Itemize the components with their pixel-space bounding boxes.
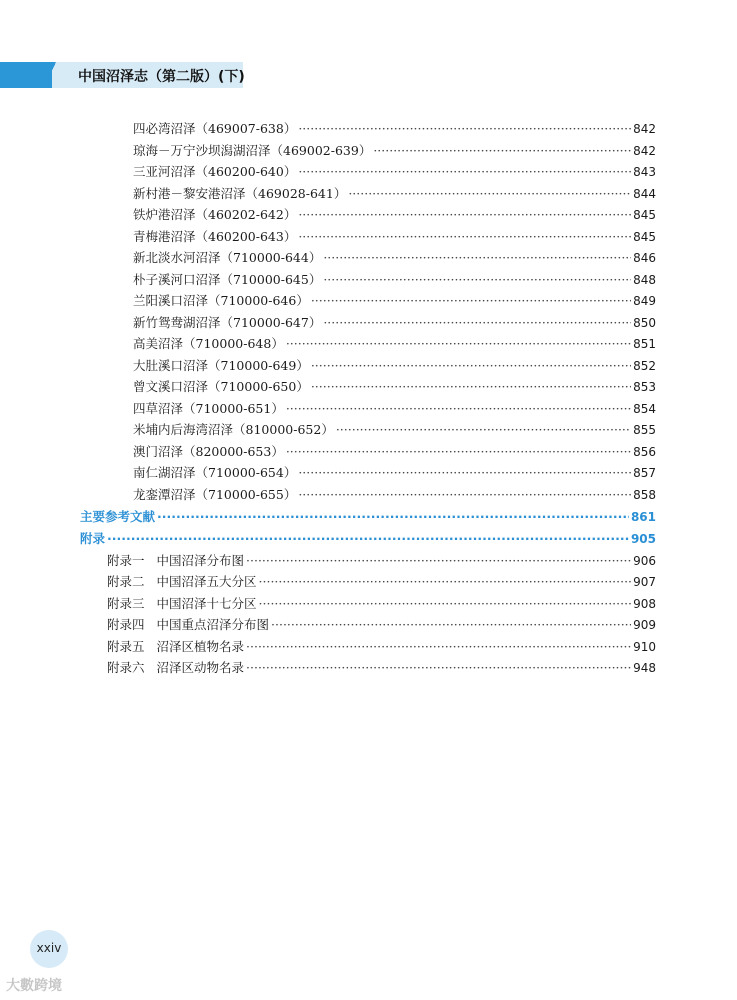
toc-entry[interactable] xyxy=(133,487,656,503)
entry-page: 854 xyxy=(633,401,656,416)
entry-page: 843 xyxy=(633,165,656,179)
appendix-page: 907 xyxy=(633,575,656,589)
entry-label: 新北淡水河沼泽 xyxy=(133,250,221,265)
dot-leader xyxy=(298,121,631,137)
dot-leader xyxy=(246,660,631,676)
appendix-page: 908 xyxy=(633,596,656,611)
entry-page: 850 xyxy=(633,315,656,330)
watermark-logo: 大數跨境 xyxy=(6,978,62,994)
entry-code: （469002-639） xyxy=(270,142,372,158)
appendix-page: 909 xyxy=(633,618,656,632)
entry-code: （469007-638） xyxy=(195,121,297,136)
entry-code: （710000-648） xyxy=(183,336,284,351)
toc-entry[interactable] xyxy=(133,272,656,288)
appendix-name: 中国重点沼泽分布图 xyxy=(156,617,270,632)
entry-code: （460200-640） xyxy=(195,164,297,179)
entry-code: （710000-654） xyxy=(195,465,297,480)
dot-leader xyxy=(286,444,631,460)
dot-leader xyxy=(298,164,631,180)
entry-code: （710000-646） xyxy=(208,293,309,308)
toc-entry[interactable] xyxy=(133,121,656,137)
entry-label: 兰阳溪口沼泽 xyxy=(133,293,209,308)
toc-appendix-entry[interactable] xyxy=(107,553,656,569)
entry-page: 853 xyxy=(633,380,656,394)
dot-leader xyxy=(298,465,631,481)
appendix-page: 948 xyxy=(633,661,656,675)
entry-label: 米埔内后海湾沼泽 xyxy=(133,422,234,437)
dot-leader xyxy=(298,207,631,223)
toc-entry[interactable] xyxy=(133,250,656,266)
toc-appendix-entry[interactable] xyxy=(107,596,656,612)
entry-code: （460202-642） xyxy=(195,207,297,222)
entry-label: 南仁湖沼泽 xyxy=(133,465,196,480)
toc-entry[interactable] xyxy=(133,293,656,309)
entry-page: 845 xyxy=(633,208,656,222)
dot-leader xyxy=(107,531,629,547)
dot-leader xyxy=(373,143,631,159)
toc-entry[interactable] xyxy=(133,229,656,245)
entry-page: 845 xyxy=(633,229,656,244)
page-number: xxiv xyxy=(36,941,62,955)
entry-code: （710000-645） xyxy=(220,271,322,287)
dot-leader xyxy=(298,487,631,503)
appendix-label: 附录三 xyxy=(107,595,145,611)
toc-entry[interactable] xyxy=(133,465,656,481)
toc-appendix-entry[interactable] xyxy=(107,660,656,676)
entry-code: （710000-649） xyxy=(208,357,309,373)
dot-leader xyxy=(286,336,631,352)
references-page: 861 xyxy=(630,510,656,524)
entry-code: （460200-643） xyxy=(195,228,297,244)
dot-leader xyxy=(259,574,632,590)
toc-entry[interactable] xyxy=(133,401,656,417)
appendix-label: 附录四 xyxy=(107,617,145,632)
entry-label: 高美沼泽 xyxy=(133,336,184,351)
entry-code: （710000-647） xyxy=(220,314,322,330)
entry-code: （710000-650） xyxy=(208,379,309,394)
entry-label: 大肚溪口沼泽 xyxy=(133,357,209,373)
entry-page: 842 xyxy=(633,122,656,136)
entry-label: 琼海－万宁沙坝潟湖沼泽 xyxy=(133,142,271,158)
appendix-heading-page: 905 xyxy=(630,531,656,546)
entry-page: 849 xyxy=(633,294,656,308)
toc-entry[interactable] xyxy=(133,379,656,395)
toc-entry[interactable] xyxy=(133,358,656,374)
entry-page: 846 xyxy=(633,251,656,265)
toc-entry[interactable] xyxy=(133,186,656,202)
appendix-name: 中国沼泽十七分区 xyxy=(156,595,257,611)
entry-code: （710000-651） xyxy=(183,400,284,416)
entry-page: 848 xyxy=(633,272,656,287)
dot-leader xyxy=(323,272,631,288)
entry-page: 844 xyxy=(633,186,656,201)
references-label: 主要参考文献 xyxy=(80,509,156,524)
toc-appendix-entry[interactable] xyxy=(107,574,656,590)
entry-code: （820000-653） xyxy=(183,443,284,459)
header-accent xyxy=(30,62,70,88)
dot-leader xyxy=(323,250,631,266)
dot-leader xyxy=(286,401,631,417)
dot-leader xyxy=(311,379,631,395)
book-title: 中国沼泽志（第二版）(下) xyxy=(78,69,245,85)
appendix-heading-label: 附录 xyxy=(80,530,106,546)
entry-label: 澳门沼泽 xyxy=(133,443,184,459)
appendix-name: 中国沼泽五大分区 xyxy=(156,574,257,589)
entry-code: （469028-641） xyxy=(245,185,347,201)
dot-leader xyxy=(271,617,631,633)
entry-label: 铁炉港沼泽 xyxy=(133,207,196,222)
toc-entry[interactable] xyxy=(133,336,656,352)
dot-leader xyxy=(259,596,632,612)
entry-code: （810000-652） xyxy=(233,422,334,437)
dot-leader xyxy=(246,553,631,569)
toc-entry[interactable] xyxy=(133,315,656,331)
dot-leader xyxy=(298,229,631,245)
toc-appendix-heading[interactable] xyxy=(80,531,656,547)
entry-page: 851 xyxy=(633,337,656,351)
entry-label: 朴子溪河口沼泽 xyxy=(133,271,221,287)
entry-page: 852 xyxy=(633,358,656,373)
dot-leader xyxy=(323,315,631,331)
entry-label: 青梅港沼泽 xyxy=(133,228,196,244)
entry-label: 三亚河沼泽 xyxy=(133,164,196,179)
toc-entry[interactable] xyxy=(133,143,656,159)
entry-label: 曾文溪口沼泽 xyxy=(133,379,209,394)
appendix-label: 附录二 xyxy=(107,574,145,589)
toc-entry[interactable] xyxy=(133,207,656,223)
appendix-page: 910 xyxy=(633,639,656,654)
appendix-page: 906 xyxy=(633,553,656,568)
dot-leader xyxy=(348,186,631,202)
toc-appendix-entry[interactable] xyxy=(107,617,656,633)
entry-page: 857 xyxy=(633,466,656,480)
appendix-name: 中国沼泽分布图 xyxy=(156,552,245,568)
appendix-label: 附录五 xyxy=(107,638,145,654)
dot-leader xyxy=(311,358,631,374)
appendix-label: 附录六 xyxy=(107,660,145,675)
entry-page: 856 xyxy=(633,444,656,459)
entry-label: 四草沼泽 xyxy=(133,400,184,416)
toc-entry[interactable] xyxy=(133,444,656,460)
entry-label: 龙銮潭沼泽 xyxy=(133,486,196,502)
appendix-name: 沼泽区植物名录 xyxy=(156,638,245,654)
entry-label: 新村港－黎安港沼泽 xyxy=(133,185,246,201)
toc-entry[interactable] xyxy=(133,164,656,180)
entry-page: 858 xyxy=(633,487,656,502)
entry-page: 842 xyxy=(633,143,656,158)
entry-label: 四必湾沼泽 xyxy=(133,121,196,136)
appendix-label: 附录一 xyxy=(107,552,145,568)
toc-references[interactable] xyxy=(80,509,656,525)
dot-leader xyxy=(311,293,631,309)
entry-code: （710000-644） xyxy=(220,250,322,265)
entry-code: （710000-655） xyxy=(195,486,297,502)
dot-leader xyxy=(246,639,631,655)
toc-appendix-entry[interactable] xyxy=(107,639,656,655)
entry-label: 新竹鸳鸯湖沼泽 xyxy=(133,314,221,330)
toc-entry[interactable] xyxy=(133,422,656,438)
appendix-name: 沼泽区动物名录 xyxy=(156,660,245,675)
dot-leader xyxy=(157,509,629,525)
dot-leader xyxy=(336,422,631,438)
entry-page: 855 xyxy=(633,423,656,437)
